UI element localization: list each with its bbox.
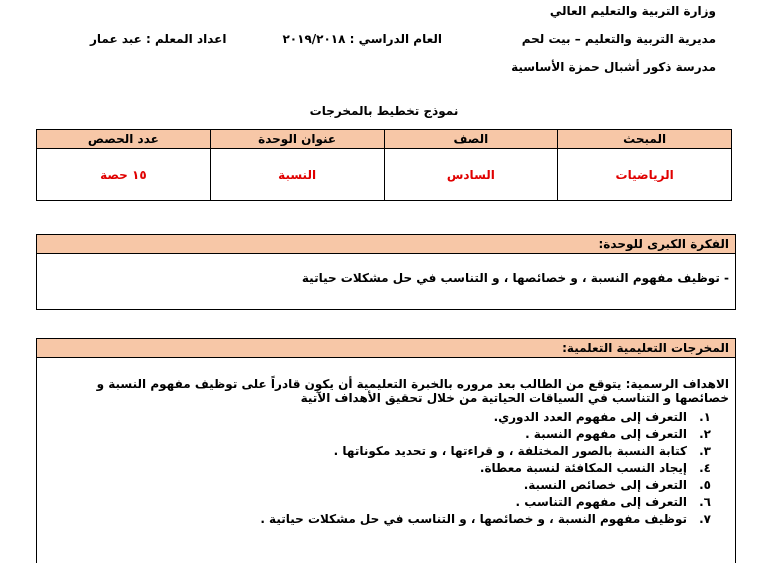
value-lesson-count: ١٥ حصة [100,168,147,182]
list-item: ٧.توظيف مفهوم النسبة ، و خصائصها ، و التناسب في حل مشكلات حياتية . [260,512,711,526]
unit-table-value-row [37,149,731,201]
value-grade: السادس [384,149,558,201]
list-item: ٤.إيجاد النسب المكافئة لنسبة معطاة. [479,461,711,475]
ministry-name: وزارة التربية والتعليم العالي [549,4,716,18]
header-unit-title: عنوان الوحدة [210,130,384,148]
outcomes-heading: المخرجات التعليمية التعلمية: [37,339,735,358]
header-subject: المبحث [557,130,731,148]
outcomes-section [36,338,736,563]
list-item: ٦.التعرف إلى مفهوم التناسب . [515,495,711,509]
list-item: ٢.التعرف إلى مفهوم النسبة . [525,427,711,441]
list-item: ١.التعرف إلى مفهوم العدد الدوري. [493,410,711,424]
outcomes-intro: الاهداف الرسمية: يتوقع من الطالب بعد مروره بالخبرة التعليمية أن يكون قادراً على توظيف مفهوم النسبة و خصائصها و التناسب في السياقات الحياتية من خلال تحقيق الأهداف الآتية [96,377,729,405]
big-idea-heading: الفكرة الكبرى للوحدة: [37,235,735,254]
outcomes-list [260,409,711,528]
big-idea-section [36,234,736,310]
unit-table-header-row [37,130,731,149]
unit-info-table [36,129,732,201]
value-unit-title: النسبة [210,149,384,201]
header-lesson-count: عدد الحصص [87,132,159,146]
big-idea-text: - توظيف مفهوم النسبة ، و خصائصها ، و التناسب في حل مشكلات حياتية [301,271,729,285]
school-name: مدرسة ذكور أشبال حمزة الأساسية [511,60,716,74]
list-item: ٥.التعرف إلى خصائص النسبة. [523,478,711,492]
directorate-name: مديرية التربية والتعليم – بيت لحم [521,32,716,46]
value-subject: الرياضيات [557,149,731,201]
list-item: ٣.كتابة النسبة بالصور المختلفة ، و قراءتها ، و تحديد مكوناتها . [333,444,711,458]
school-year: العام الدراسي : ٢٠١٩/٢٠١٨ [282,32,442,46]
teacher-name: اعداد المعلم : عبد عمار [90,32,227,46]
header-grade: الصف [384,130,558,148]
document-title: نموذج تخطيط بالمخرجات [309,104,459,118]
